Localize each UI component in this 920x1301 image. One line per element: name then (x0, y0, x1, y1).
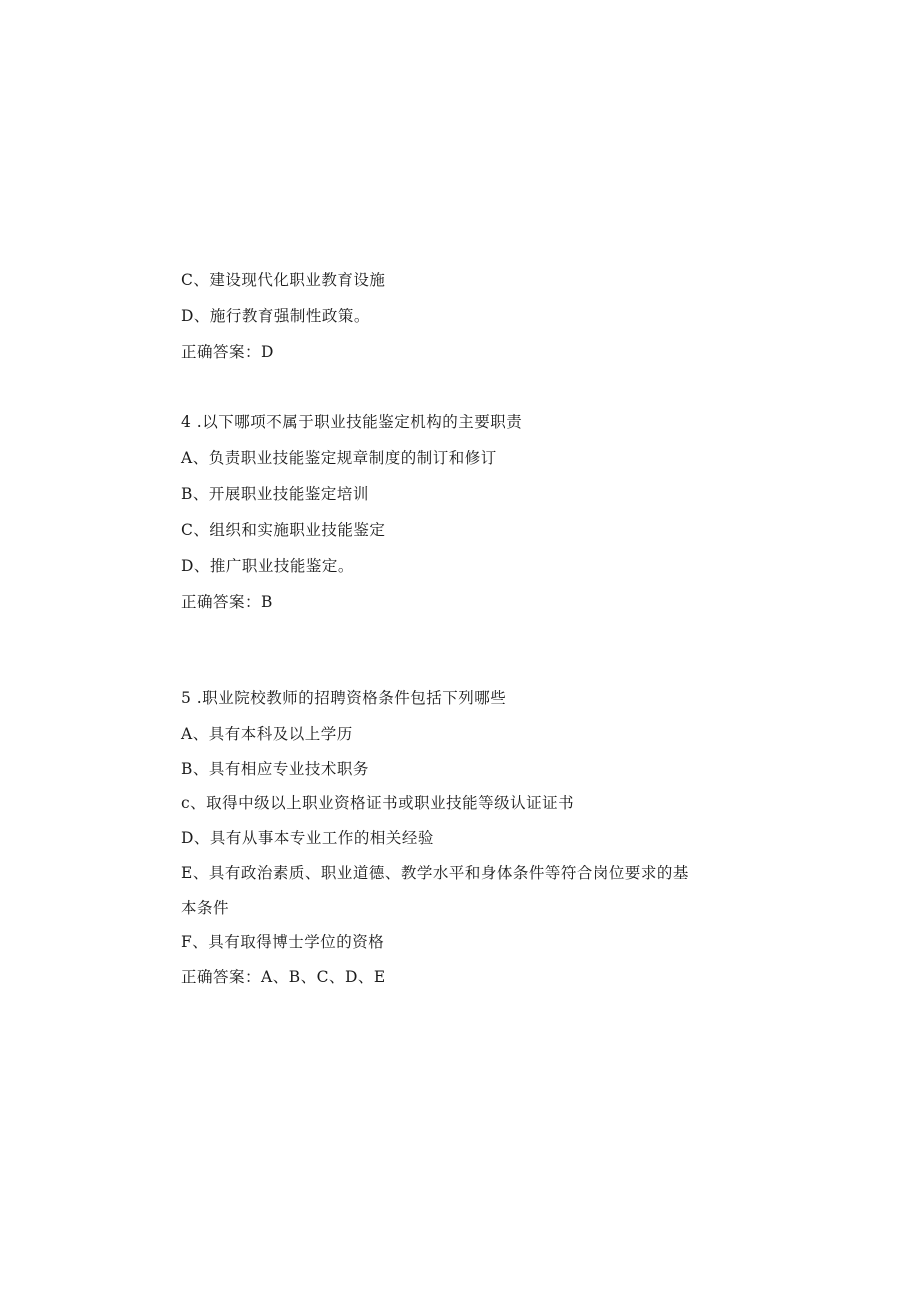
q5-question: 5 .职业院校教师的招聘资格条件包括下列哪些 (181, 689, 507, 707)
q5-option-d: D、具有从事本专业工作的相关经验 (181, 829, 434, 847)
q4-answer: 正确答案：B (181, 593, 273, 611)
q3-answer: 正确答案：D (181, 343, 274, 361)
q3-option-d: D、施行教育强制性政策。 (181, 307, 370, 325)
q5-option-b: B、具有相应专业技术职务 (181, 760, 369, 778)
q5-option-a: A、具有本科及以上学历 (181, 725, 353, 743)
q5-option-f: F、具有取得博士学位的资格 (181, 933, 385, 951)
q4-option-c: C、组织和实施职业技能鉴定 (181, 521, 386, 539)
q5-option-c: c、取得中级以上职业资格证书或职业技能等级认证证书 (181, 794, 575, 812)
q5-answer: 正确答案：A、B、C、D、E (181, 968, 386, 986)
q4-option-b: B、开展职业技能鉴定培训 (181, 485, 369, 503)
q4-option-d: D、推广职业技能鉴定。 (181, 557, 354, 575)
q5-option-e-line2: 本条件 (181, 899, 230, 917)
q4-option-a: A、负责职业技能鉴定规章制度的制订和修订 (181, 449, 497, 467)
q5-option-e-line1: E、具有政治素质、职业道德、教学水平和身体条件等符合岗位要求的基 (181, 864, 689, 882)
q3-option-c: C、建设现代化职业教育设施 (181, 271, 386, 289)
q4-question: 4 .以下哪项不属于职业技能鉴定机构的主要职责 (181, 413, 523, 431)
